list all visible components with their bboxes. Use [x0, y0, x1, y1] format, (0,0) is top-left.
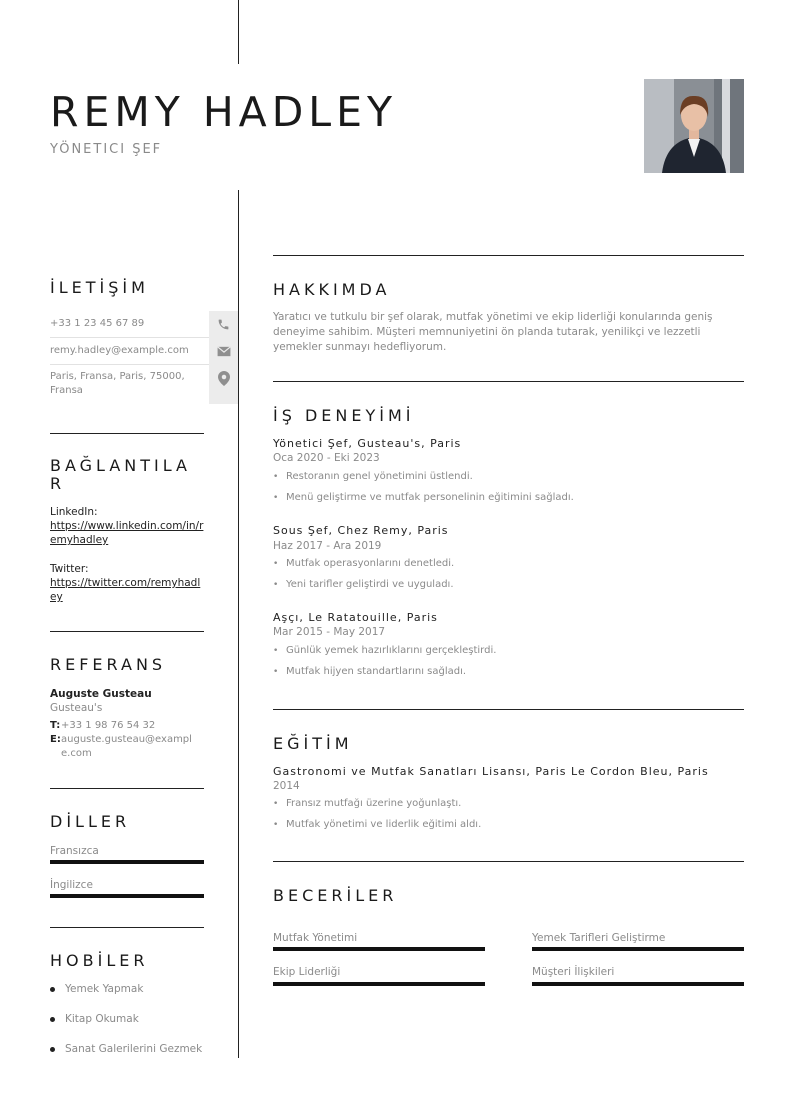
- hobby-label: Kitap Okumak: [65, 1013, 139, 1025]
- contact-email[interactable]: remy.hadley@example.com: [50, 345, 189, 356]
- skills-heading: BECERİLER: [273, 886, 398, 905]
- job-bullet: • Mutfak operasyonlarını denetledi.: [273, 558, 455, 569]
- bullet-text: Mutfak hijyen standartlarını sağladı.: [286, 666, 467, 677]
- envelope-icon: [209, 338, 238, 365]
- link-label: Twitter:: [50, 563, 89, 575]
- skill-level-bar: [273, 982, 485, 986]
- hobby-label: Sanat Galerilerini Gezmek: [65, 1043, 203, 1055]
- twitter-link[interactable]: https://twitter.com/remyhadley: [50, 577, 201, 603]
- phone-icon: [209, 311, 238, 338]
- language-level-bar: [50, 894, 204, 898]
- map-pin-icon: [209, 365, 238, 404]
- links-heading: BAĞLANTILAR: [50, 456, 191, 493]
- link-item-twitter: [50, 562, 204, 604]
- top-divider-line: [238, 0, 239, 64]
- skill-level-bar: [532, 982, 744, 986]
- skill-name: Mutfak Yönetimi: [273, 932, 358, 944]
- divider: [273, 381, 744, 382]
- job-bullet: • Restoranın genel yönetimini üstlendi.: [273, 471, 473, 482]
- divider: [50, 631, 204, 632]
- link-label: LinkedIn:: [50, 506, 98, 518]
- education-bullet: • Fransız mutfağı üzerine yoğunlaştı.: [273, 798, 462, 809]
- skill-level-bar: [273, 947, 485, 951]
- contact-heading: İLETİŞİM: [50, 278, 149, 297]
- column-divider-line: [238, 190, 239, 1058]
- job-dates: Haz 2017 - Ara 2019: [273, 540, 382, 552]
- job-title: Yönetici Şef, Gusteau's, Paris: [273, 437, 462, 450]
- education-bullet: • Mutfak yönetimi ve liderlik eğitimi aldı.: [273, 819, 482, 830]
- hobby-item: [50, 983, 143, 995]
- job-title: YÖNETICI ŞEF: [50, 142, 163, 157]
- about-text: Yaratıcı ve tutkulu bir şef olarak, mutfak yönetimi ve ekip liderliği konularında geniş deneyime sahibim. Müşteri memnuniyetini ön planda tutarak, yenilikçi ve lezzetli yemekler sunmayı hedefliyorum.: [273, 311, 713, 353]
- experience-heading: İŞ DENEYİMİ: [273, 406, 415, 425]
- reference-phone-label: T:: [50, 720, 61, 731]
- education-degree: Gastronomi ve Mutfak Sanatları Lisansı, Paris Le Cordon Bleu, Paris: [273, 765, 709, 778]
- job-bullet: • Günlük yemek hazırlıklarını gerçekleştirdi.: [273, 645, 497, 656]
- bullet-text: Mutfak yönetimi ve liderlik eğitimi aldı.: [286, 819, 482, 830]
- bullet-icon: [50, 1017, 55, 1022]
- bullet-text: Yeni tarifler geliştirdi ve uyguladı.: [286, 579, 454, 590]
- bullet-text: Restoranın genel yönetimini üstlendi.: [286, 471, 473, 482]
- language-level-bar: [50, 860, 204, 864]
- bullet-text: Fransız mutfağı üzerine yoğunlaştı.: [286, 798, 462, 809]
- references-heading: REFERANS: [50, 655, 167, 674]
- reference-company: Gusteau's: [50, 702, 103, 714]
- divider: [273, 709, 744, 710]
- reference-email[interactable]: auguste.gusteau@example.com: [61, 734, 192, 759]
- reference-phone[interactable]: +33 1 98 76 54 32: [61, 720, 156, 731]
- bullet-icon: [50, 987, 55, 992]
- reference-email-row: [50, 733, 204, 761]
- hobby-label: Yemek Yapmak: [65, 983, 144, 995]
- about-heading: HAKKIMDA: [273, 280, 391, 299]
- skill-name: Ekip Liderliği: [273, 966, 341, 978]
- hobby-item: [50, 1013, 139, 1025]
- hobbies-heading: HOBİLER: [50, 951, 149, 970]
- skill-name: Müşteri İlişkileri: [532, 966, 615, 978]
- job-title: Aşçı, Le Ratatouille, Paris: [273, 611, 438, 624]
- bullet-text: Menü geliştirme ve mutfak personelinin eğitimini sağladı.: [286, 492, 574, 503]
- bullet-icon: [50, 1047, 55, 1052]
- skill-name: Yemek Tarifleri Geliştirme: [532, 932, 666, 944]
- bullet-text: Günlük yemek hazırlıklarını gerçekleştirdi.: [286, 645, 497, 656]
- bullet-text: Mutfak operasyonlarını denetledi.: [286, 558, 455, 569]
- reference-phone-row: [50, 719, 204, 733]
- education-heading: EĞİTİM: [273, 734, 353, 753]
- job-title: Sous Şef, Chez Remy, Paris: [273, 524, 449, 537]
- reference-email-label: E:: [50, 734, 61, 745]
- linkedin-link[interactable]: https://www.linkedin.com/in/remyhadley: [50, 520, 204, 546]
- reference-entry: [50, 687, 204, 761]
- profile-photo: [644, 79, 744, 173]
- job-bullet: • Mutfak hijyen standartlarını sağladı.: [273, 666, 467, 677]
- job-dates: Oca 2020 - Eki 2023: [273, 452, 380, 464]
- job-bullet: • Yeni tarifler geliştirdi ve uyguladı.: [273, 579, 454, 590]
- divider: [50, 788, 204, 789]
- divider: [273, 255, 744, 256]
- skill-level-bar: [532, 947, 744, 951]
- divider: [50, 927, 204, 928]
- education-year: 2014: [273, 780, 300, 792]
- divider: [273, 861, 744, 862]
- job-dates: Mar 2015 - May 2017: [273, 626, 386, 638]
- contact-phone[interactable]: +33 1 23 45 67 89: [50, 318, 145, 329]
- language-name: İngilizce: [50, 879, 93, 891]
- job-bullet: • Menü geliştirme ve mutfak personelinin eğitimini sağladı.: [273, 492, 574, 503]
- candidate-name: REMY HADLEY: [50, 88, 398, 136]
- divider: [50, 433, 204, 434]
- language-name: Fransızca: [50, 845, 99, 857]
- hobby-item: [50, 1043, 202, 1055]
- link-item-linkedin: [50, 505, 204, 547]
- reference-name: Auguste Gusteau: [50, 688, 152, 700]
- contact-address: Paris, Fransa, Paris, 75000, Fransa: [50, 371, 185, 396]
- languages-heading: DİLLER: [50, 812, 131, 831]
